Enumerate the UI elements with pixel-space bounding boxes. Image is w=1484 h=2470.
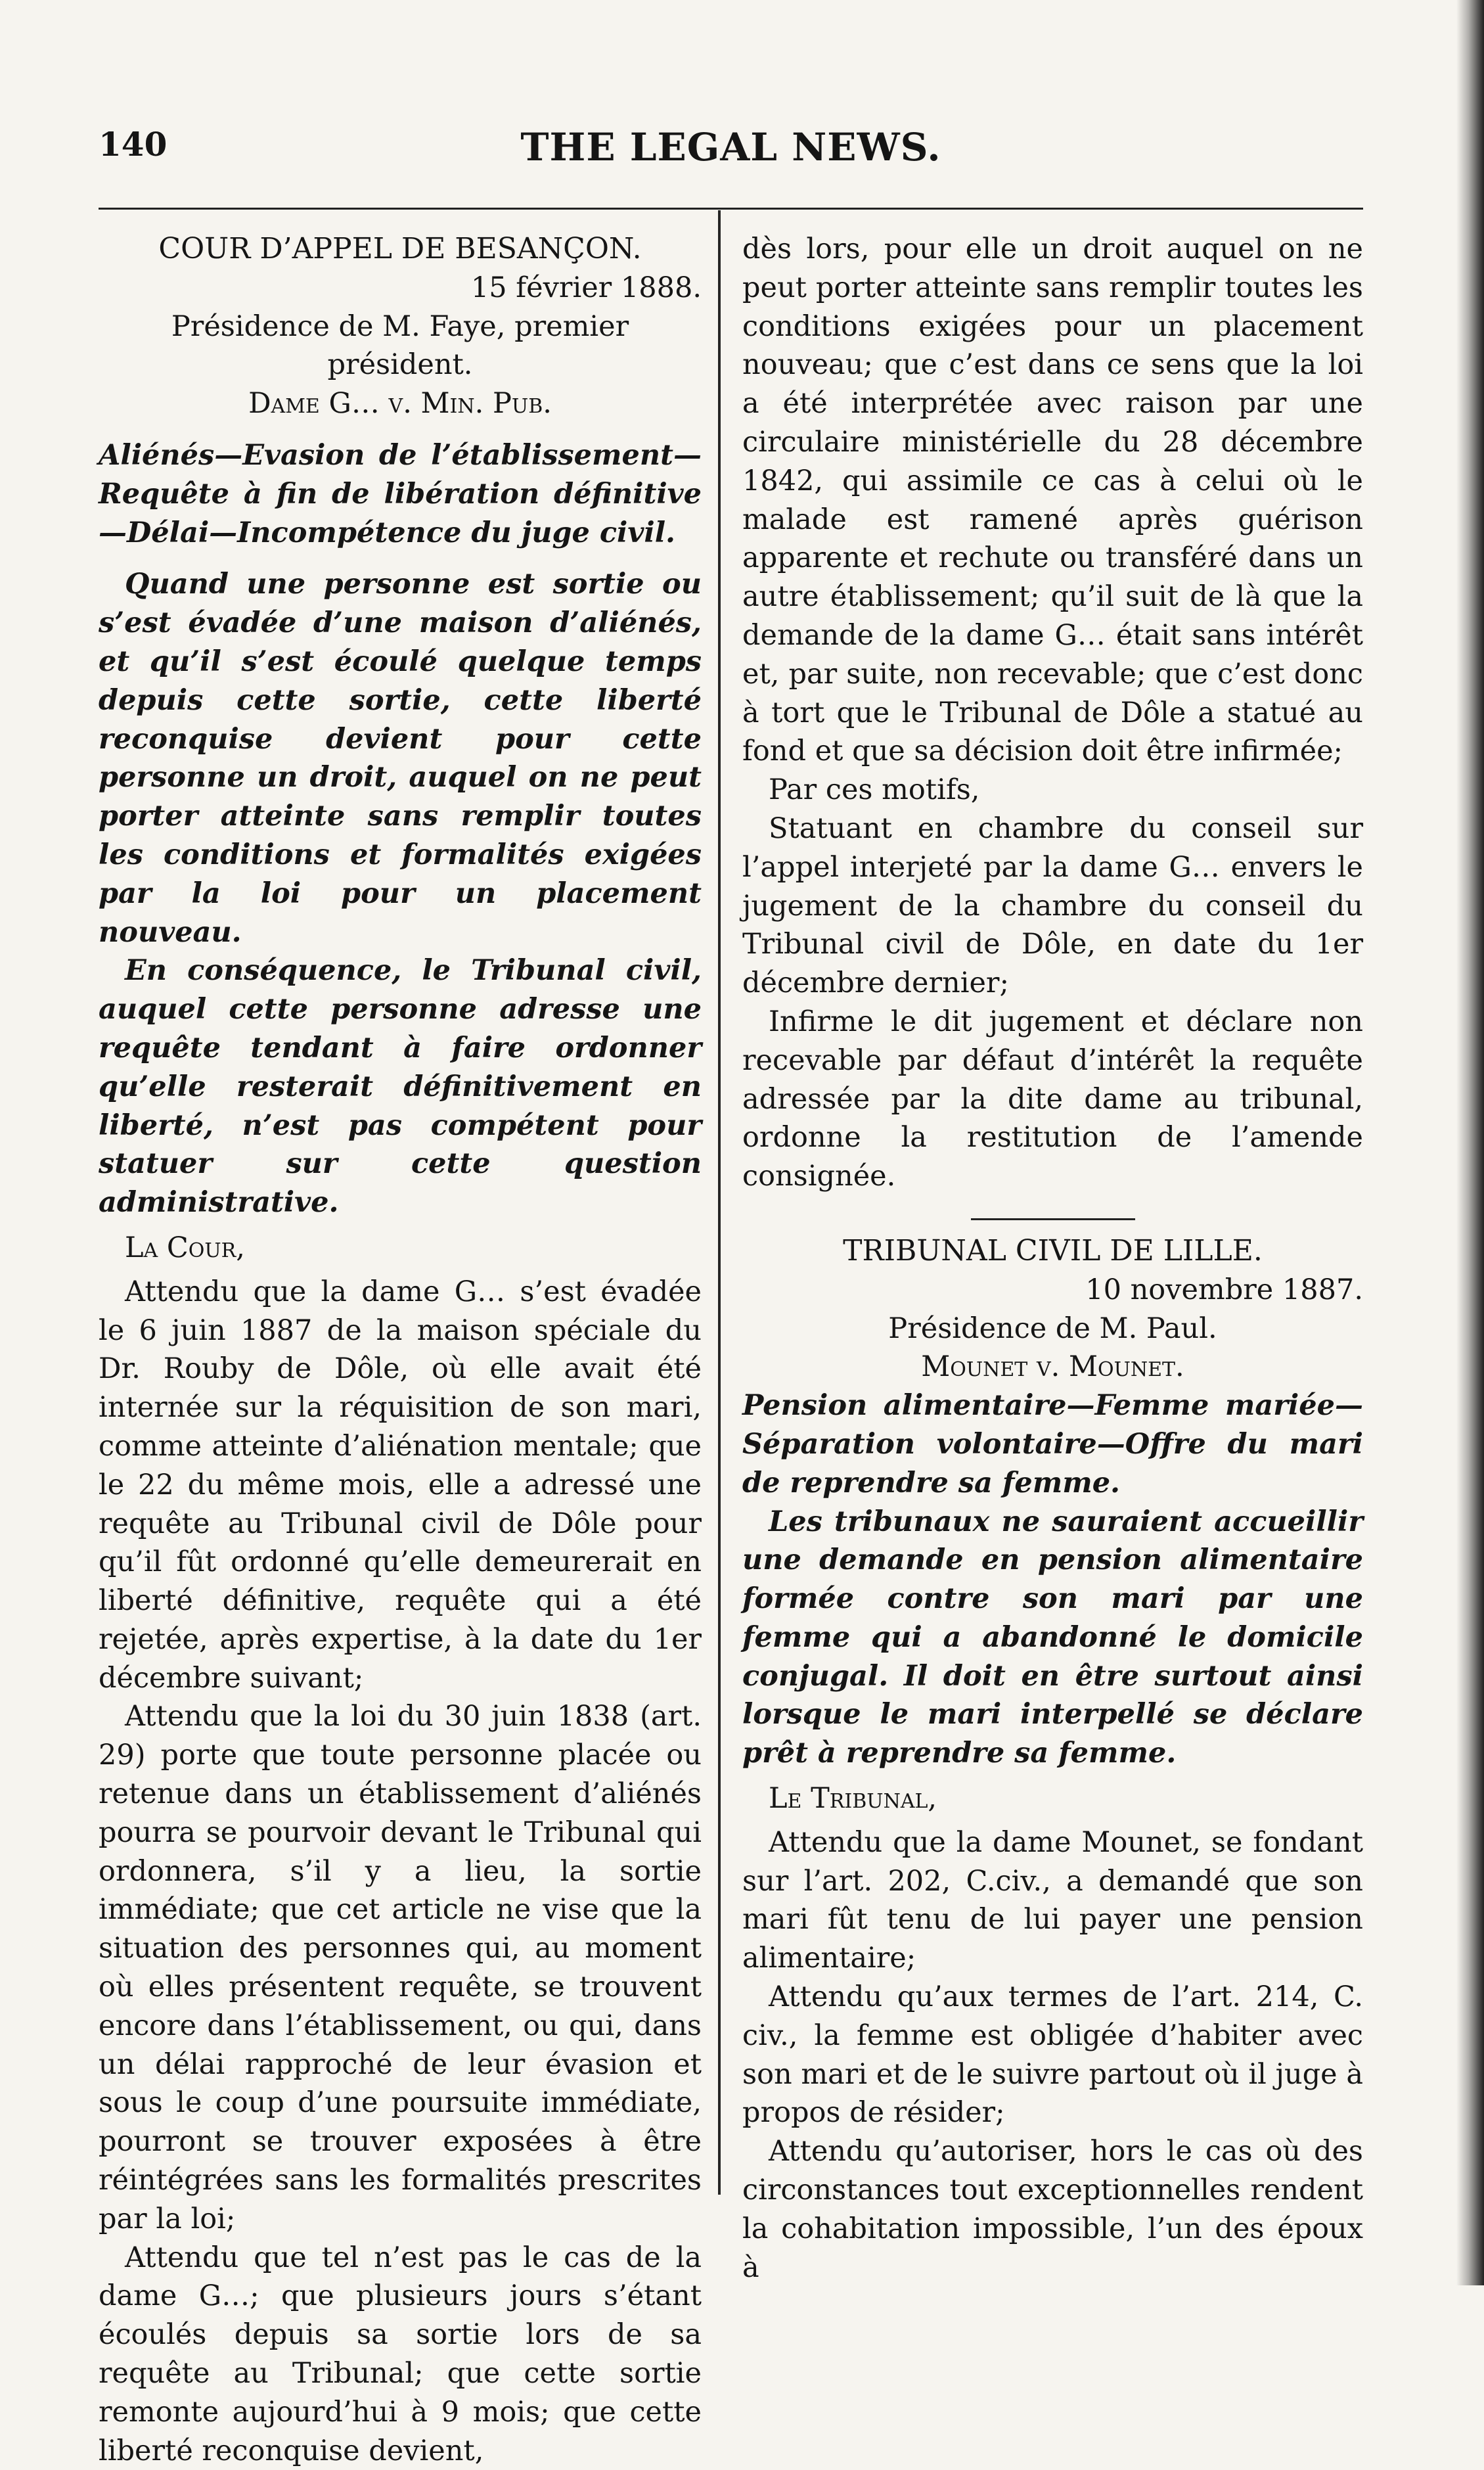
headnote-two: En conséquence, le Tribunal civil, auquel cette personne adresse une requête tendant à faire ordonner qu’elle resterait définitivement en liberté, n’est pas compétent pour statuer sur cette question administrative. [99,954,702,1220]
judgment-paragraph: Statuant en chambre du conseil sur l’appel interjeté par la dame G… envers le jugement de la chambre du conseil du Tribunal civil de Dôle, en date du 1er décembre dernier; [742,812,1363,1000]
judgment-paragraph: Attendu que tel n’est pas le cas de la dame G…; que plusieurs jours s’étant écoulés depuis sa sortie lors de sa requête au Tribunal; que cette sortie remonte aujourd’hui à 9 mois; que cette liberté reconquise devient, [99,2241,702,2467]
case-summary: Pension alimentaire—Femme mariée—Séparation volontaire—Offre du mari de reprendre sa femme. [742,1389,1363,1499]
scanned-page-edge [1456,0,1484,2285]
judgment-paragraph: Attendu que la dame Mounet, se fondant sur l’art. 202, C.civ., a demandé que son mari fût tenu de lui payer une pension alimentaire; [742,1825,1363,1975]
judgment-paragraph: Attendu qu’aux termes de l’art. 214, C. civ., la femme est obligée d’habiter avec son mari et de le suivre partout où il juge à propos de résider; [742,1980,1363,2130]
column-divider [718,210,721,2195]
decision-date: 15 février 1888. [470,271,702,304]
motifs-line: Par ces motifs, [769,773,980,807]
headnote: Les tribunaux ne sauraient accueillir une demande en pension alimentaire formée contre son mari par une femme qui a abandonné le domicile conjugal. Il doit en être surtout ainsi lorsque le mari interpellé se déclare prêt à reprendre sa femme. [742,1505,1363,1770]
judgment-continuation: dès lors, pour elle un droit auquel on ne peut porter atteinte sans remplir toutes les conditions exigées pour un placement nouveau; que c’est dans ce sens que la loi a été interprétée avec raison par une circulaire ministérielle du 28 décembre 1842, qui assimile ce cas à celui où le malade est ramené après guérison apparente et rechute ou transféré dans un autre établissement; qu’il suit de là que la demande de la dame G… était sans intérêt et, par suite, non recevable; que c’est donc à tort que le Tribunal de Dôle a statué au fond et que sa décision doit être infirmée; [742,233,1363,768]
page-header [99,125,1363,184]
left-column [99,230,702,2470]
right-column [742,230,1363,2287]
court-heading: COUR D’APPEL DE BESANÇON. [158,232,642,265]
parties: Mounet v. Mounet. [921,1350,1184,1384]
court-label: La Cour, [125,1231,245,1264]
spacer [99,552,702,565]
decision-date: 10 novembre 1887. [1085,1273,1363,1306]
judgment-paragraph: Attendu que la loi du 30 juin 1838 (art. 29) porte que toute personne placée ou retenue dans un établissement d’aliénés pourra se pourvoir devant le Tribunal qui ordonnera, s’il y a lieu, la sortie immédiate; que cet article ne vise que la situation des personnes qui, au moment où elles présentent requête, se trouvent encore dans l’établissement, ou qui, dans un délai rapproché de leur évasion et sous le coup d’une poursuite immédiate, pourront se trouver exposées à être réintégrées sans les formalités prescrites par la loi; [99,1700,702,2235]
tribunal-heading: TRIBUNAL CIVIL DE LILLE. [843,1233,1263,1268]
page-number: 140 [99,125,168,164]
section-rule [971,1218,1135,1220]
case-summary: Aliénés—Evasion de l’établissement—Requête à fin de libération définitive—Délai—Incompétence du juge civil. [99,438,702,549]
header-rule [99,208,1363,210]
presidency: Présidence de M. Paul. [888,1312,1217,1345]
tribunal-label: Le Tribunal, [769,1782,937,1816]
headnote-one: Quand une personne est sortie ou s’est évadée d’une maison d’aliénés, et qu’il s’est écoulé quelque temps depuis cette sortie, cette liberté reconquise devient pour cette personne un droit, auquel on ne peut porter atteinte sans remplir toutes les conditions et formalités exigées par la loi pour un placement nouveau. [99,568,702,949]
presidency: Présidence de M. Faye, premier président. [171,309,629,382]
judgment-paragraph: Infirme le dit jugement et déclare non recevable par défaut d’intérêt la requête adressée par la dite dame au tribunal, ordonne la restitution de l’amende consignée. [742,1005,1363,1193]
judgment-paragraph: Attendu qu’autoriser, hors le cas où des circonstances tout exceptionnelles rendent la cohabitation impossible, l’un des époux à [742,2135,1363,2284]
running-title: THE LEGAL NEWS. [520,125,941,170]
judgment-paragraph: Attendu que la dame G… s’est évadée le 6 juin 1887 de la maison spéciale du Dr. Rouby de Dôle, où elle avait été internée sur la réquisition de son mari, comme atteinte d’aliénation mentale; que le 22 du même mois, elle a adressé une requête au Tribunal civil de Dôle pour qu’il fût ordonné qu’elle demeurerait en liberté définitive, requête qui a été rejetée, après expertise, à la date du 1er décembre suivant; [99,1275,702,1695]
parties: Dame G… v. Min. Pub. [248,387,552,421]
spacer [99,423,702,436]
